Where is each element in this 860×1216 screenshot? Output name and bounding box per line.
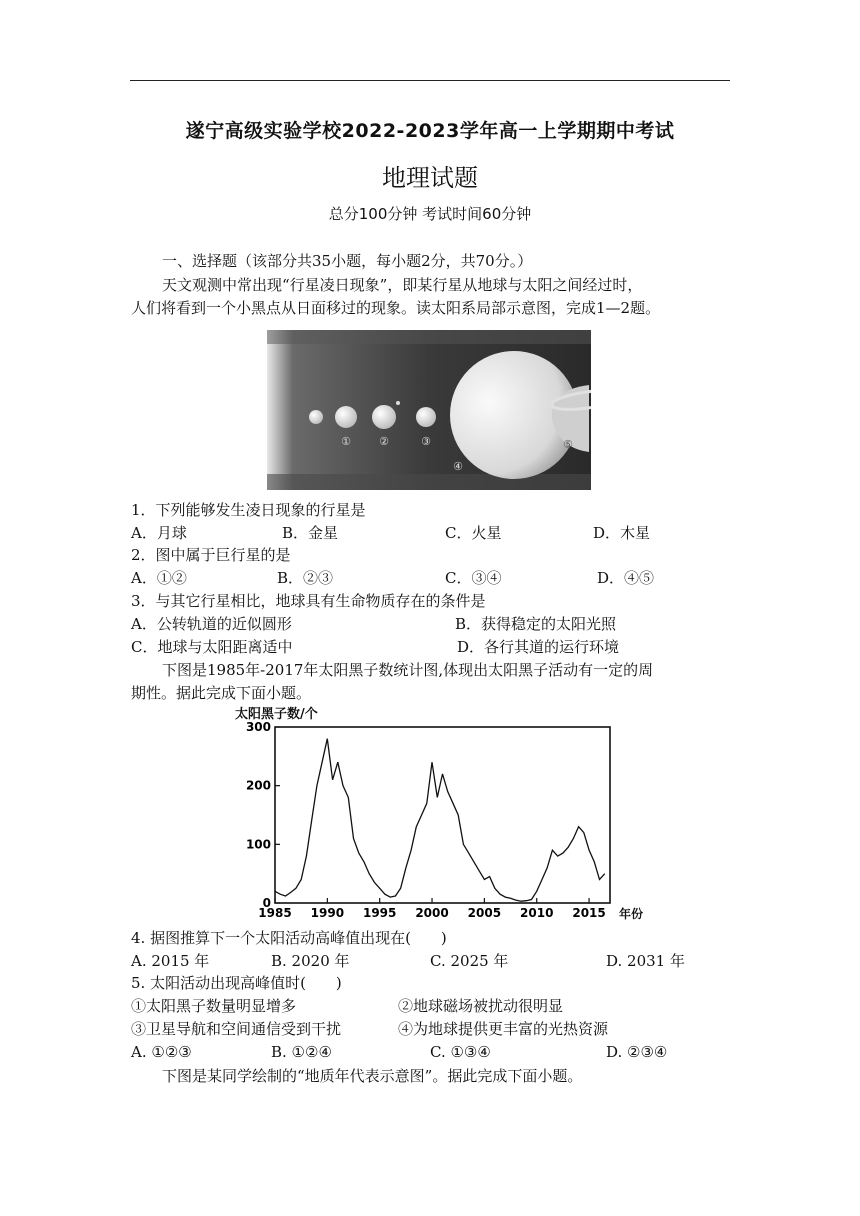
planet-small-1 — [309, 410, 323, 424]
y-tick-label: 200 — [245, 778, 271, 793]
school-title: 遂宁高级实验学校2022-2023学年高一上学期期中考试 — [185, 120, 675, 142]
solar-system-figure — [267, 330, 591, 490]
planet-1 — [335, 406, 357, 428]
q3-option-a[interactable]: A．公转轨道的近似圆形 — [131, 615, 292, 633]
label-3: ③ — [421, 435, 431, 448]
q5-option-d[interactable]: D. ②③④ — [606, 1043, 668, 1061]
q5-item-4: ④为地球提供更丰富的光热资源 — [398, 1020, 609, 1038]
passage2-line-1: 下图是1985年-2017年太阳黑子数统计图,体现出太阳黑子活动有一定的周 — [162, 661, 654, 679]
y-tick-label: 100 — [245, 837, 271, 852]
q4-option-d[interactable]: D. 2031 年 — [606, 952, 685, 970]
label-4: ④ — [453, 460, 463, 473]
subject-title: 地理试题 — [382, 164, 478, 192]
label-5: ⑤ — [563, 438, 573, 451]
x-tick-label: 1995 — [362, 906, 397, 920]
x-tick-label: 2005 — [467, 906, 502, 920]
intro-line-2: 人们将看到一个小黑点从日面移过的现象。读太阳系局部示意图，完成1—2题。 — [131, 299, 661, 317]
q2-option-c[interactable]: C．③④ — [445, 569, 502, 587]
q5-option-c[interactable]: C. ①③④ — [430, 1043, 491, 1061]
exam-info: 总分100分钟 考试时间60分钟 — [328, 205, 532, 223]
q1-option-c[interactable]: C．火星 — [445, 524, 502, 542]
q1-option-b[interactable]: B．金星 — [282, 524, 339, 542]
q4-option-a[interactable]: A. 2015 年 — [131, 952, 210, 970]
x-tick-label: 1990 — [310, 906, 345, 920]
q5-item-3: ③卫星导航和空间通信受到干扰 — [131, 1020, 342, 1038]
sunspot-series-line — [275, 739, 605, 902]
q2-option-d[interactable]: D．④⑤ — [597, 569, 655, 587]
y-tick-label: 300 — [245, 720, 271, 734]
q3-option-b[interactable]: B．获得稳定的太阳光照 — [455, 615, 617, 633]
q2-option-a[interactable]: A．①② — [131, 569, 187, 587]
q5-item-1: ①太阳黑子数量明显增多 — [131, 997, 297, 1015]
y-tick-label: 0 — [262, 896, 271, 910]
header-rule — [130, 80, 730, 81]
plot-frame — [275, 727, 610, 903]
label-1: ① — [341, 435, 351, 448]
q2-option-b[interactable]: B．②③ — [277, 569, 334, 587]
q1-option-d[interactable]: D．木星 — [593, 524, 651, 542]
q5-option-b[interactable]: B. ①②④ — [271, 1043, 332, 1061]
x-tick-label: 2010 — [520, 906, 554, 920]
x-tick-label: 2000 — [415, 906, 449, 920]
q1-stem: 1．下列能够发生凌日现象的行星是 — [131, 501, 366, 519]
moon-dot — [396, 401, 400, 405]
passage2-line-2: 期性。据此完成下面小题。 — [131, 684, 312, 702]
q1-option-a[interactable]: A．月球 — [131, 524, 187, 542]
q3-option-d[interactable]: D．各行其道的运行环境 — [457, 638, 620, 656]
chart-xlabel: 年份 — [619, 907, 644, 920]
q4-stem: 4. 据图推算下一个太阳活动高峰值出现在( ) — [131, 929, 447, 947]
x-tick-label: 1985 — [258, 906, 292, 920]
q5-stem: 5. 太阳活动出现高峰值时( ) — [131, 974, 342, 992]
label-2: ② — [379, 435, 389, 448]
q3-option-c[interactable]: C．地球与太阳距离适中 — [131, 638, 293, 656]
sunspot-chart — [213, 705, 645, 920]
q5-option-a[interactable]: A. ①②③ — [131, 1043, 192, 1061]
passage3: 下图是某同学绘制的“地质年代表示意图”。据此完成下面小题。 — [162, 1067, 583, 1085]
q5-item-2: ②地球磁场被扰动很明显 — [398, 997, 564, 1015]
x-tick-label: 2015 — [572, 906, 606, 920]
planet-3 — [416, 407, 436, 427]
q4-option-c[interactable]: C. 2025 年 — [430, 952, 509, 970]
intro-line-1: 天文观测中常出现“行星凌日现象”，即某行星从地球与太阳之间经过时， — [162, 276, 643, 294]
q2-stem: 2．图中属于巨行星的是 — [131, 546, 291, 564]
q3-stem: 3．与其它行星相比，地球具有生命物质存在的条件是 — [131, 592, 486, 610]
chart-ylabel: 太阳黑子数/个 — [235, 707, 318, 722]
q4-option-b[interactable]: B. 2020 年 — [271, 952, 350, 970]
section-heading: 一、选择题（该部分共35小题，每小题2分，共70分。） — [162, 252, 533, 270]
planet-2 — [372, 405, 396, 429]
